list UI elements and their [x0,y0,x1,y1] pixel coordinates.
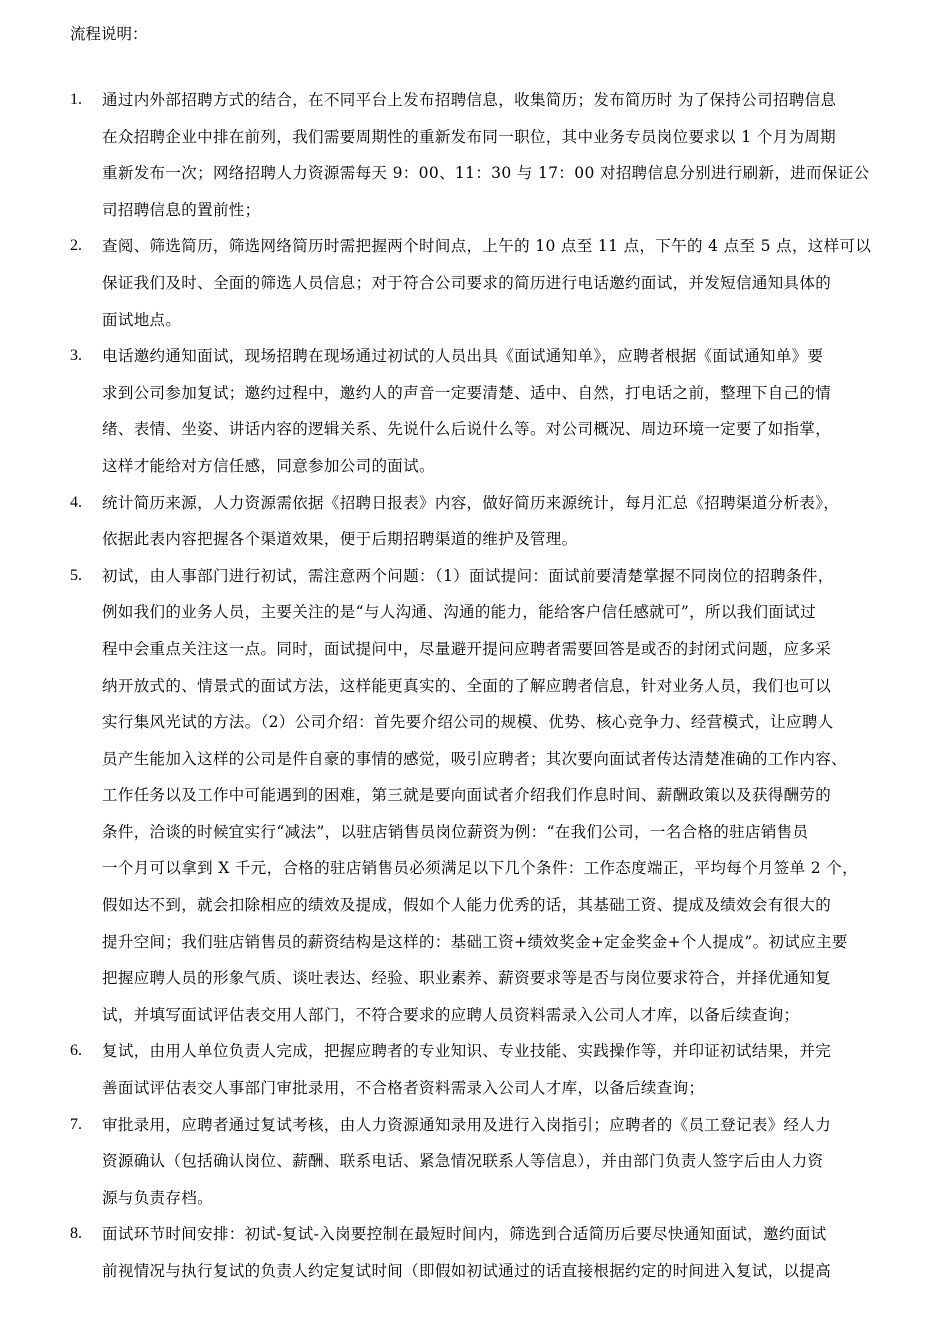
list-item [0,485,950,558]
document-title: 流程说明： [70,25,148,43]
paragraph-line: 在众招聘企业中排在前列，我们需要周期性的重新发布同一职位，其中业务专员岗位要求以 1 个月为周期 [102,127,837,146]
paragraph-line: 源与负责存档。 [102,1188,213,1207]
paragraph-line: 面试地点。 [102,310,182,329]
paragraph-line: 员产生能加入这样的公司是件自豪的事情的感觉，吸引应聘者；其次要向面试者传达清楚准确的工作内容、 [102,749,847,768]
list-item [0,1107,950,1217]
paragraph-line: 复试，由用人单位负责人完成，把握应聘者的专业知识、专业技能、实践操作等，并印证初试结果，并完 [102,1042,832,1061]
list-item [0,1033,950,1106]
paragraph-line: 司招聘信息的置前性； [102,200,261,219]
list-item [0,1216,950,1289]
paragraph-line: 查阅、筛选简历，筛选网络简历时需把握两个时间点，上午的 10 点至 11 点，下午的 4 点至 5 点，这样可以 [102,237,872,256]
paragraph-line: 把握应聘人员的形象气质、谈吐表达、经验、职业素养、薪资要求等是否与岗位要求符合，并择优通知复 [102,969,832,988]
paragraph-line: 前视情况与执行复试的负责人约定复试时间（即假如初试通过的话直接根据约定的时间进入复试，以提高 [102,1262,832,1280]
paragraph-line: 程中会重点关注这一点。同时，面试提问中，尽量避开提问应聘者需要回答是或否的封闭式问题，应多采 [102,639,832,658]
paragraph-line: 善面试评估表交人事部门审批录用，不合格者资料需录入公司人才库，以备后续查询； [102,1079,705,1098]
paragraph-line: 实行集风光试的方法。（2）公司介绍：首先要介绍公司的规模、优势、核心竞争力、经营模式，让应聘人 [102,713,834,732]
paragraph-line: 重新发布一次；网络招聘人力资源需每天 9：00、11：30 与 17：00 对招聘信息分别进行刷新，进而保证公 [102,164,870,183]
paragraph-line: 统计简历来源，人力资源需依据《招聘日报表》内容，做好简历来源统计，每月汇总《招聘渠道分析表》， [102,493,840,512]
paragraph-line: 条件，洽谈的时候宜实行“减法”，以驻店销售员岗位薪资为例：“在我们公司，一名合格的驻店销售员 [102,822,809,841]
list-item [0,82,950,228]
list-item-number: 5. [70,566,82,584]
paragraph-line: 依据此表内容把握各个渠道效果，便于后期招聘渠道的维护及管理。 [102,530,578,549]
list-item-number: 7. [70,1115,82,1133]
paragraph-line: 这样才能给对方信任感，同意参加公司的面试。 [102,456,435,475]
list-item-number: 8. [70,1225,82,1243]
paragraph-line: 纳开放式的、情景式的面试方法，这样能更真实的、全面的了解应聘者信息，针对业务人员，我们也可以 [102,676,832,695]
paragraph-line: 绪、表情、坐姿、讲话内容的逻辑关系、先说什么后说什么等。对公司概况、周边环境一定要了如指掌， [102,420,832,439]
list-item [0,228,950,338]
paragraph-line: 一个月可以拿到 X 千元，合格的驻店销售员必须满足以下几个条件：工作态度端正，平均每个月签单 2 个， [102,859,858,878]
paragraph-line: 试，并填写面试评估表交用人部门，不符合要求的应聘人员资料需录入公司人才库，以备后续查询； [102,1005,800,1024]
paragraph-line: 保证我们及时、全面的筛选人员信息；对于符合公司要求的简历进行电话邀约面试，并发短信通知具体的 [102,273,832,292]
paragraph-line: 面试环节时间安排：初试-复试-入岗要控制在最短时间内，筛选到合适简历后要尽快通知面试，邀约面试 [102,1225,827,1244]
list-item-number: 4. [70,493,82,511]
list-item [0,558,950,1034]
paragraph-line: 工作任务以及工作中可能遇到的困难，第三就是要向面试者介绍我们作息时间、薪酬政策以及获得酬劳的 [102,786,832,805]
paragraph-line: 审批录用，应聘者通过复试考核，由人力资源通知录用及进行入岗指引；应聘者的《员工登记表》经人力 [102,1115,832,1134]
paragraph-line: 假如达不到，就会扣除相应的绩效及提成，假如个人能力优秀的话，其基础工资、提成及绩效会有很大的 [102,896,832,915]
paragraph-line: 电话邀约通知面试，现场招聘在现场通过初试的人员出具《面试通知单》，应聘者根据《面试通知单》要 [102,347,824,366]
paragraph-line: 求到公司参加复试；邀约过程中，邀约人的声音一定要清楚、适中、自然，打电话之前，整理下自己的情 [102,383,832,402]
list-item-number: 1. [70,91,82,108]
list-item-number: 3. [70,347,82,365]
paragraph-line: 初试，由人事部门进行初试，需注意两个问题：（1）面试提问：面试前要清楚掌握不同岗位的招聘条件， [102,566,834,585]
paragraph-line: 例如我们的业务人员，主要关注的是“与人沟通、沟通的能力，能给客户信任感就可”，所以我们面试过 [102,603,816,622]
paragraph-line: 资源确认（包括确认岗位、薪酬、联系电话、紧急情况联系人等信息），并由部门负责人签字后由人力资 [102,1152,824,1171]
paragraph-line: 通过内外部招聘方式的结合，在不同平台上发布招聘信息，收集简历；发布简历时 为了保持公司招聘信息 [102,91,837,109]
paragraph-line: 提升空间；我们驻店销售员的薪资结构是这样的：基础工资+绩效奖金+定金奖金+个人提成”。初试应主要 [102,932,848,951]
list-item [0,338,950,484]
process-list [0,82,950,1290]
list-item-number: 2. [70,237,82,255]
list-item-number: 6. [70,1042,82,1060]
